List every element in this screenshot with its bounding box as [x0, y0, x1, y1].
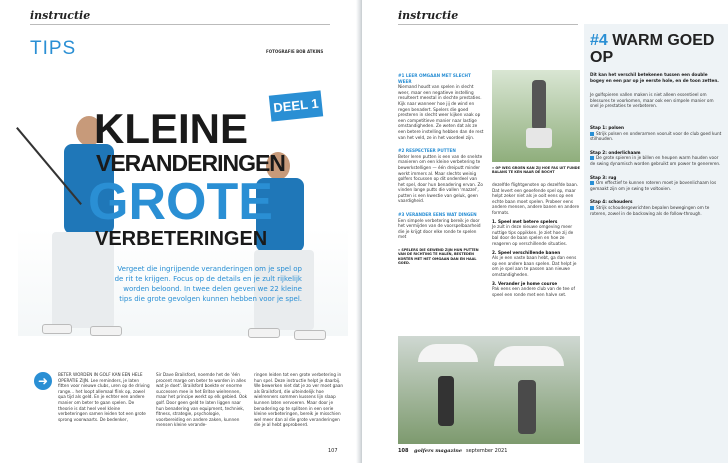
sidebar-body: Je golfspieren vallen maken is niet alleen essentieel om blessures te voorkomen, maar ook een simpele manier om snel je prestaties te verbeteren. [590, 92, 714, 109]
body-column-1: BETER WORDEN IN GOLF KAN EEN HELE OPERATIE ZIJN. Lee reminders, je laten fitten voor nieuwe clubs, uren op de driving range... het loopt allemaal flink op, zowel qua tijd als geld. En je echter een andere manier om beter te gaan spelen. De theorie is dat heel veel kleine verbeteringen samen leiden tot een grote sprong voorwaarts. De bedenker, [58, 372, 150, 422]
sidebar-step-3-text: Om effectief te kunnen roteren moet je bovenlichaam los gemaakt zijn om je swing te voltooien. [590, 180, 717, 191]
body-column-3: ringen leiden tot een grote verbetering in hun spel. Deze instructie helpt je daarbij. We bewerken niet dat je zo ver moet gaan als Brailsford, die uiteindelijk hoe wielrenners sommen kussens lijn slaap kunnen laten vervoeren. Maar door je benadering op te splitsen in een serie kleine verbeteringen, bereik je misschien wel meer dan al die grote veranderingen die je al hebt geprobeerd. [254, 372, 344, 428]
section-label: TIPS [30, 38, 77, 59]
sidebar-step-2-text: De grote spieren in je billen en heupen warm houden voor de swing dynamisch worden gebruikt om power te genereren. [590, 155, 721, 166]
photo-caption-1: » SPELERS DIE GEWEND ZIJN HUN PUTTEN VAN DE RICHTING TE HALEN, BESTEDEN KORTER MET HET OMGAAN DAN EN HAAL GOED. [398, 248, 479, 266]
photo-credit: FOTOGRAFIE BOB ATKINS [266, 49, 324, 54]
arrow-right-icon: ➜ [34, 372, 52, 390]
sidebar-steps [590, 122, 722, 216]
title-line-3: GROTE [88, 173, 273, 231]
putting-photo [492, 70, 580, 162]
tournament-photo [398, 336, 580, 444]
section-header: instructie [398, 9, 459, 22]
title-line-4: VERBETERINGEN [95, 228, 268, 250]
sidebar-step-4-text: Strijk schoudergewrichten bepalen bewegingen om te roteren, zowel in de backswing als de follow-through. [590, 204, 710, 216]
tip-2-title: #2 RESPECTEER PUTTEN [398, 148, 456, 154]
photo-caption-2: » OP WEG GROEN KAN ZIJ HOE FAS UIT FUNDE BALANS TE KEN NAAR DE BOCHT [492, 166, 580, 175]
tip-3-continued [492, 182, 580, 297]
title-line-1: KLEINE [94, 105, 249, 152]
tip-1 [398, 70, 484, 266]
magazine-name: golfers magazine [414, 448, 463, 454]
sidebar-step-1-text: Strijk polsen en onderarmen vooruit voor de club goed kunt stilhouden. [590, 130, 722, 142]
body-column-2: Sir Dave Brailsford, noemde het de 'één procent marge om beter te worden in alles wat je doet'. Brailsford boekte er enorme successen mee in het Britse wielrennen, maar het principe werkt op elk gebied. Ook golf. Door geen geld te laten liggen naar hun benadering van equipment, techniek, fitness, strategie, psychologie, voorbereiding en andere zaken, kunnen mensen kleine verande- [156, 372, 248, 428]
sidebar-number: #4 [590, 32, 608, 49]
sidebar-step-4: Stap 4: schouders [590, 199, 633, 205]
tip-1-text: Niemand houdt van spelen in slecht weer, maar een negatieve instelling resulteert meestal in slechte prestaties. Kijk naar wanneer hoe jij de wind en regen benadert. Spelers die goed presteren in slecht weer kijken vaak op een competitieve manier naar lastige omstandigheden. Ze weten dat als ze een betere instelling hebben dan de rest van het veld, ze in het voordeel zijn. [398, 84, 484, 140]
step-1-title: 1. Speel met betere spelers [492, 218, 558, 224]
page-number: 108 [398, 448, 409, 454]
title-line-2: VERANDERINGEN [96, 150, 285, 176]
step-2-title: 2. Speel verschillende banen [492, 249, 561, 255]
tip-3-title: #3 VERANDER EENS WAT DINGEN [398, 212, 477, 218]
step-1-text: Je zult in deze nieuwe omgeving meer nuttige tips oppikken. Je ziet hoe zij de bal door de baan spelen en hoe ze reageren op verschillende situaties. [492, 224, 574, 246]
lead-paragraph: Vergeet die ingrijpende veranderingen om je spel op de rit te krijgen. Focus op de details en je zult rijkelijk worden beloond. In twee delen geven we 22 kleine tips die grote gevolgen kunnen hebben voor je spel. [114, 265, 302, 303]
sidebar-step-2: Stap 2: onderlichaam [590, 149, 641, 155]
page-number: 107 [328, 448, 338, 454]
sidebar-step-3: Stap 3: rug [590, 174, 617, 180]
left-page [0, 0, 360, 463]
step-2-text: Als je een vaste baan hebt, ga dan eens op een andere baan spelen. Dat helpt je om je spel aan te passen aan nieuwe omstandigheden. [492, 255, 577, 277]
checkbox-icon [590, 181, 594, 185]
part-badge: DEEL 1 [269, 90, 323, 121]
section-header: instructie [30, 9, 91, 22]
right-page [362, 0, 728, 463]
sidebar-heading: WARM GOED OP [590, 32, 715, 66]
sidebar-title [590, 32, 725, 66]
header-rule [398, 24, 578, 25]
step-3-title: 3. Verander je home course [492, 280, 558, 286]
header-rule [30, 24, 330, 25]
tip-2-text: Beter leren putten is een van de snelste manieren om een kleine verbetering te bewerkstelligen — één dreiputt minder werkt immers al. Maar slechts weinig golfers focussen op dit onderdeel van het spel, door hun benadering ervan. Zo vinden lange putts die vallen 'mazzel', putten is een kwestie van geluk, geen vaardigheid. [398, 153, 483, 204]
tip-1-title: #1 LEER OMGAAN MET SLECHT WEER [398, 73, 471, 84]
checkbox-icon [590, 206, 594, 210]
warmup-sidebar [584, 24, 728, 463]
checkbox-icon [590, 132, 594, 136]
sidebar-step-1: Stap 1: polsen [590, 125, 624, 130]
tip-3-text-cont: dezelfde flightgenoten op dezelfde baan. Dat levert een geoefende spel op, maar helpt zeker niet als je ooit eens op een echte baan moet spelen. Probeer eens andere mensen, andere banen en andere formats. [492, 182, 580, 215]
issue-date: september 2021 [466, 448, 508, 454]
step-3-text: Pak eens een andere club van de tee of speel een ronde met een halve set. [492, 286, 575, 297]
tip-3-text: Een simpele verbetering bereik je door het vermijden van de voorspelbaarheid die je krijgt door elke ronde te spelen met [398, 217, 481, 240]
checkbox-icon [590, 156, 594, 160]
sidebar-intro: Dit kan het verschil betekenen tussen een double bogey en een par op je eerste hole, en de toon zetten. [590, 72, 719, 83]
